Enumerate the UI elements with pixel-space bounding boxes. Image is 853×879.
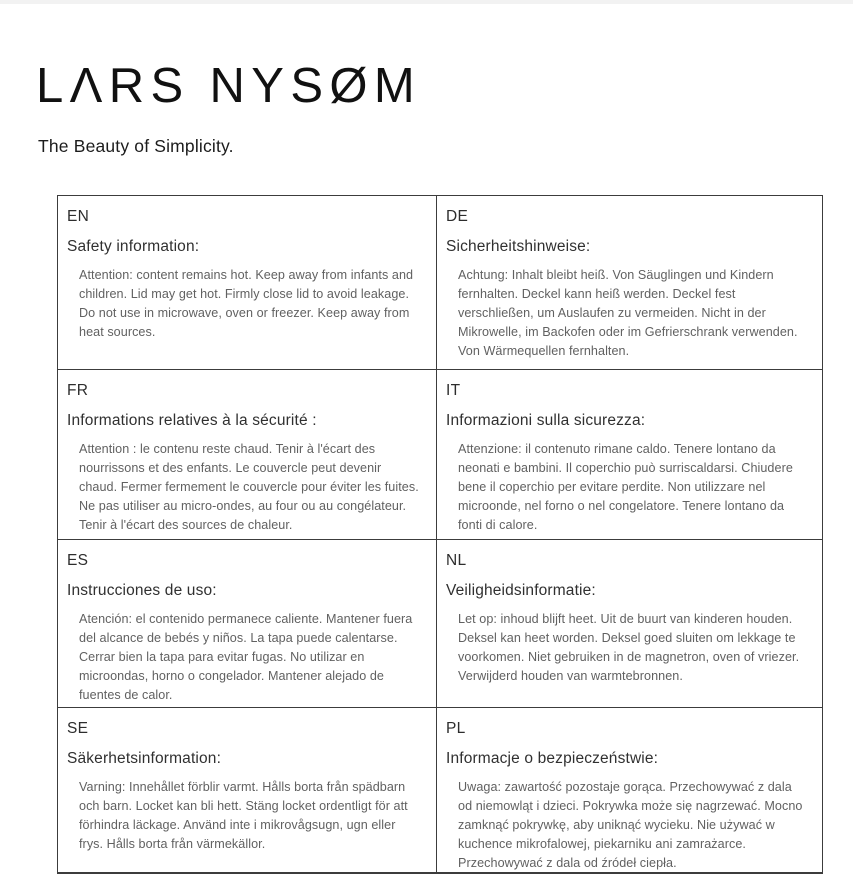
safety-text-de: Achtung: Inhalt bleibt heiß. Von Säuglingen und Kindern fernhalten. Deckel kann heiß werden. Deckel fest verschließen, um Auslaufen zu vermeiden. Nicht in der Mikrowelle, im Backofen oder im Gefrierschrank verwenden. Von Wärmequellen fernhalten. [458, 268, 798, 358]
safety-text-en: Attention: content remains hot. Keep away from infants and children. Lid may get hot. Firmly close lid to avoid leakage. Do not use in microwave, oven or freezer. Keep away from heat sources. [79, 268, 414, 339]
lang-cell-de [437, 196, 822, 370]
lang-cell-en [58, 196, 437, 370]
heading-nl: Veiligheidsinformatie: [446, 582, 596, 599]
heading-it: Informazioni sulla sicurezza: [446, 412, 646, 429]
brand-logo: LΛRS NYSØM [36, 59, 422, 113]
lang-code-de: DE [446, 208, 469, 225]
lang-cell-se [58, 708, 437, 872]
lang-cell-nl [437, 540, 822, 708]
safety-text-es: Atención: el contenido permanece caliente. Mantener fuera del alcance de bebés y niños. La tapa puede calentarse. Cerrar bien la tapa para evitar fugas. No utilizar en microondas, horno o congelador. Mantener alejado de fuentes de calor. [79, 612, 413, 702]
safety-text-pl: Uwaga: zawartość pozostaje gorąca. Przechowywać z dala od niemowląt i dzieci. Pokrywka może się nagrzewać. Mocno zamknąć pokrywkę, aby uniknąć wycieku. Nie używać w kuchence mikrofalowej, piekarniku ani zamrażarce. Przechowywać z dala od źródeł ciepła. [458, 780, 803, 870]
lang-code-nl: NL [446, 552, 467, 569]
lang-cell-fr [58, 370, 437, 540]
safety-text-it: Attenzione: il contenuto rimane caldo. Tenere lontano da neonati e bambini. Il coperchio può surriscaldarsi. Chiudere bene il coperchio per evitare perdite. Non utilizzare nel microonde, nel forno o nel congelatore. Tenere lontano da fonti di calore. [458, 442, 793, 532]
safety-text-se: Varning: Innehållet förblir varmt. Hålls borta från spädbarn och barn. Locket kan bli hett. Stäng locket ordentligt för att förhindra läckage. Använd inte i mikrovågsugn, ugn eller frys. Hålls borta från värmekällor. [79, 780, 408, 851]
lang-code-pl: PL [446, 720, 466, 737]
safety-text-nl: Let op: inhoud blijft heet. Uit de buurt van kinderen houden. Deksel kan heet worden. Deksel goed sluiten om lekkage te voorkomen. Niet gebruiken in de magnetron, oven of vriezer. Verwijderd houden van warmtebronnen. [458, 612, 800, 683]
heading-fr: Informations relatives à la sécurité : [67, 412, 317, 429]
lang-code-se: SE [67, 720, 89, 737]
heading-se: Säkerhetsinformation: [67, 750, 222, 767]
brand-tagline: The Beauty of Simplicity. [38, 136, 234, 156]
heading-de: Sicherheitshinweise: [446, 238, 591, 255]
safety-information-table [57, 195, 823, 874]
lang-code-en: EN [67, 208, 90, 225]
heading-en: Safety information: [67, 238, 200, 255]
page-top-strip [0, 0, 853, 4]
lang-cell-pl [437, 708, 822, 872]
heading-es: Instrucciones de uso: [67, 582, 217, 599]
lang-cell-it [437, 370, 822, 540]
safety-text-fr: Attention : le contenu reste chaud. Tenir à l'écart des nourrissons et des enfants. Le couvercle peut devenir chaud. Fermer fermement le couvercle pour éviter les fuites. Ne pas utiliser au micro-ondes, au four ou au congélateur. Tenir à l'écart des sources de chaleur. [79, 442, 419, 532]
heading-pl: Informacje o bezpieczeństwie: [446, 750, 659, 767]
lang-code-fr: FR [67, 382, 89, 399]
lang-code-it: IT [446, 382, 461, 399]
lang-code-es: ES [67, 552, 89, 569]
lang-cell-es [58, 540, 437, 708]
